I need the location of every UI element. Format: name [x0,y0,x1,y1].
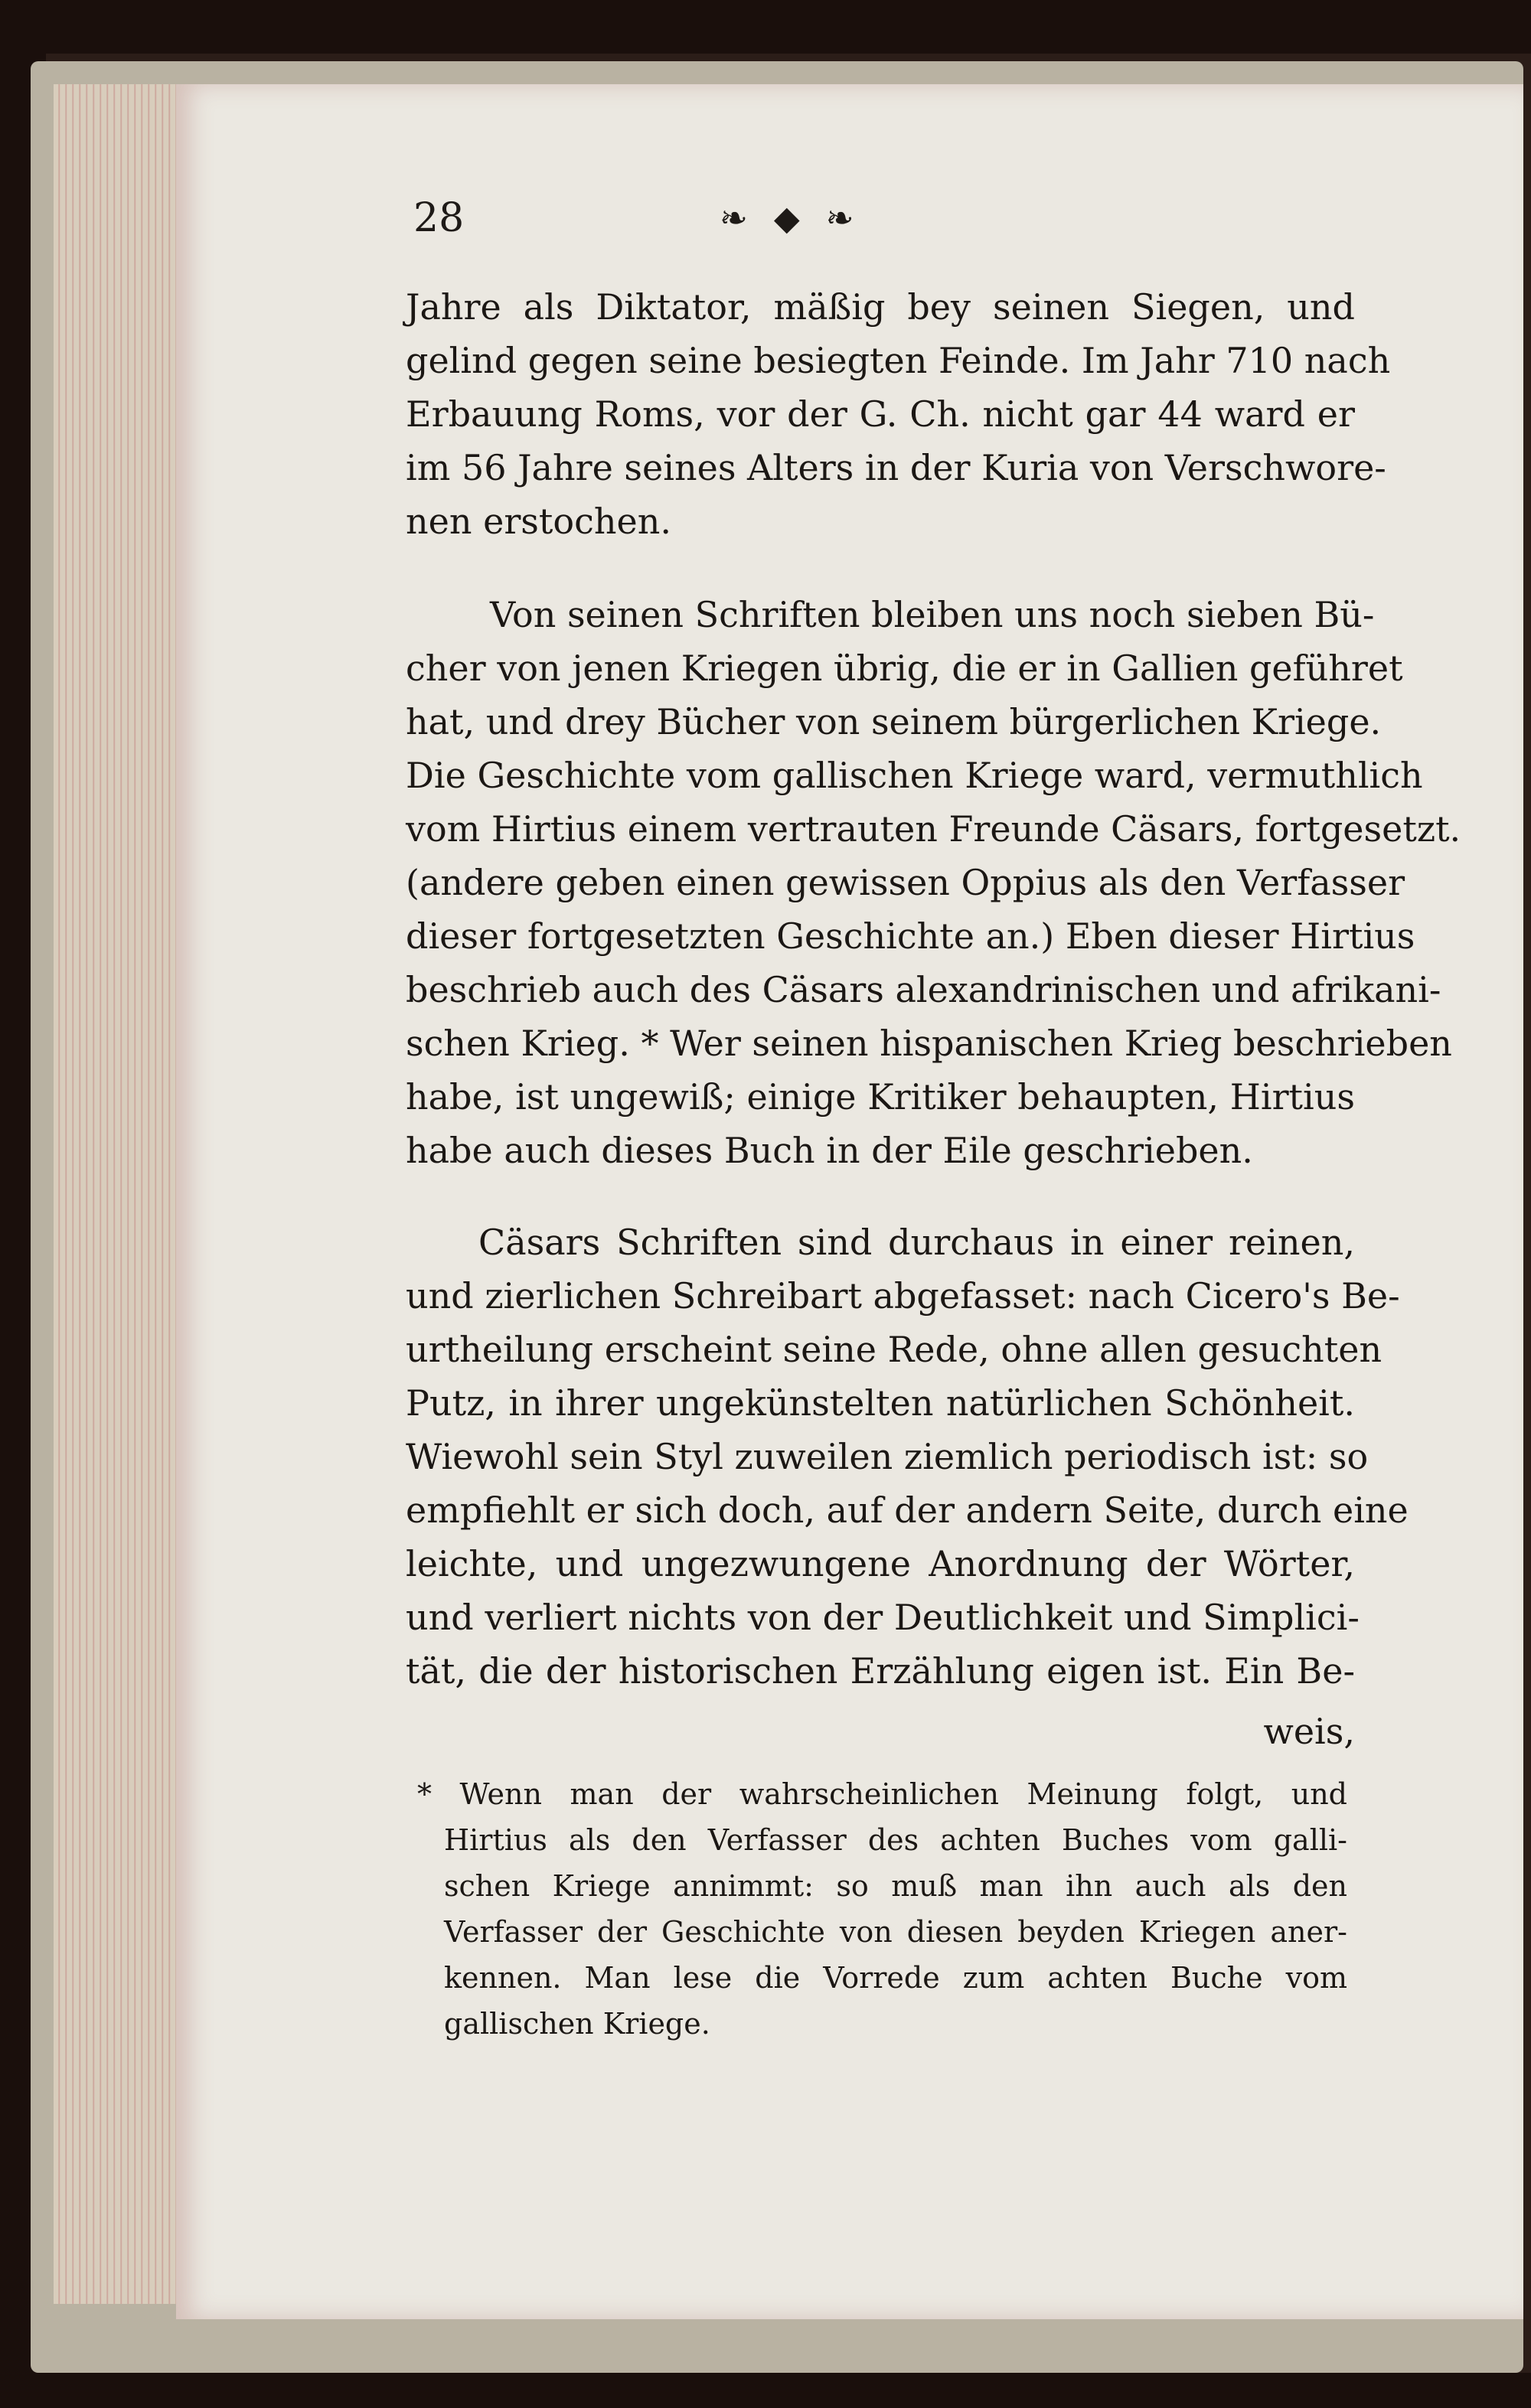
text-line: schen Krieg. * Wer seinen hispanischen Krieg beschrieben [406,1023,1452,1064]
text-line: Die Geschichte vom gallischen Kriege ward, vermuthlich [406,755,1423,796]
text-line: leichte, und ungezwungene Anordnung der Wörter, [406,1543,1355,1584]
footnote-line: kennen. Man lese die Vorrede zum achten Buche vom [444,1961,1347,1995]
text-line: tät, die der historischen Erzählung eigen ist. Ein Be- [406,1650,1355,1692]
text-line: beschrieb auch des Cäsars alexandrinischen und afrikani- [406,969,1441,1010]
header-ornament: ❧ ◆ ❧ [720,199,862,238]
text-line: und zierlichen Schreibart abgefasset: nach Cicero's Be- [406,1275,1400,1317]
text-line: Putz, in ihrer ungekünstelten natürlichen Schönheit. [406,1382,1355,1424]
text-line: vom Hirtius einem vertrauten Freunde Cäsars, fortgesetzt. [406,808,1461,850]
text-line: habe auch dieses Buch in der Eile geschrieben. [406,1130,1253,1171]
footnote-line: schen Kriege annimmt: so muß man ihn auch als den [444,1869,1347,1903]
text-line: Von seinen Schriften bleiben uns noch sieben Bü- [490,594,1375,635]
page-number: 28 [413,195,465,241]
text-line: hat, und drey Bücher von seinem bürgerlichen Kriege. [406,701,1382,742]
text-line: (andere geben einen gewissen Oppius als den Verfasser [406,862,1405,903]
text-line: cher von jenen Kriegen übrig, die er in Gallien geführet [406,648,1403,689]
text-line: nen erstochen. [406,501,671,542]
footnote-line: Verfasser der Geschichte von diesen beyden Kriegen aner- [444,1915,1347,1949]
footnote-line: * Wenn man der wahrscheinlichen Meinung folgt, und [417,1777,1347,1811]
text-line: empfiehlt er sich doch, auf der andern Seite, durch eine [406,1490,1409,1531]
text-line: Jahre als Diktator, mäßig bey seinen Siegen, und [406,286,1355,328]
text-line: Wiewohl sein Styl zuweilen ziemlich periodisch ist: so [406,1436,1369,1477]
text-line: und verliert nichts von der Deutlichkeit und Simplici- [406,1597,1360,1638]
text-line: dieser fortgesetzten Geschichte an.) Eben dieser Hirtius [406,915,1415,957]
text-line: gelind gegen seine besiegten Feinde. Im Jahr 710 nach [406,340,1391,381]
footnote-line: gallischen Kriege. [444,2007,710,2041]
text-line: Cäsars Schriften sind durchaus in einer reinen, [478,1222,1355,1263]
text-line: im 56 Jahre seines Alters in der Kuria von Verschwore- [406,447,1386,488]
text-line: Erbauung Roms, vor der G. Ch. nicht gar 44 ward er [406,393,1355,435]
catchword: weis, [1263,1711,1355,1752]
text-line: habe, ist ungewiß; einige Kritiker behaupten, Hirtius [406,1076,1355,1118]
footnote-line: Hirtius als den Verfasser des achten Buches vom galli- [444,1823,1347,1857]
page-edges [54,84,191,2304]
text-line: urtheilung erscheint seine Rede, ohne allen gesuchten [406,1329,1382,1370]
